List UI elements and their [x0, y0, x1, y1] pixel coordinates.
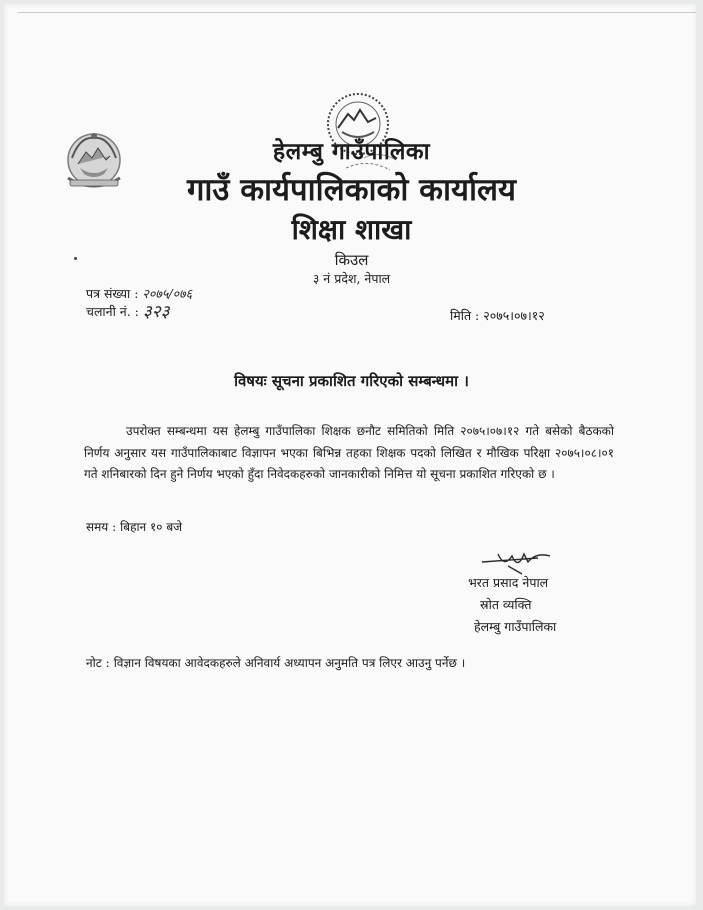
note-text: विज्ञान विषयका आवेदकहरुले अनिवार्य अध्यापन अनुमति पत्र लिएर आउनु पर्नेछ । — [113, 656, 466, 670]
municipality-name: हेलम्बु गाउँपालिका — [272, 138, 431, 165]
branch-title: शिक्षा शाखा — [291, 213, 412, 246]
subject-line: विषयः सूचना प्रकाशित गरिएको सम्बन्धमा । — [234, 372, 469, 390]
office-location: किउल — [334, 251, 369, 269]
notice-body: उपरोक्त सम्बन्धमा यस हेलम्बु गाउँपालिका शिक्षक छनौट समितिको मिति २०७५।०७।१२ गते बसेको बैठकको निर्णय अनुसार यस गाउँपालिकाबाट विज्ञापन भएका बिभिन्न तहका शिक्षक पदको लिखित र मौखिक परिक्षा २०७५।०८।०१ गते शनिबारको दिन हुने निर्णय भएको हुँदा निवेदकहरुको जानकारीको निमित्त यो सूचना प्रकाशित गरिएको छ । — [84, 424, 614, 481]
letter-number-row — [86, 285, 192, 303]
letter-number-value: २०७५/०७६ — [142, 286, 193, 301]
date-label: मिति : — [450, 308, 480, 323]
letter-number-label: पत्र संख्या : — [86, 286, 139, 301]
dispatch-number-value: ३२३ — [142, 302, 170, 322]
signatory-org: हेलम्बु गाउँपालिका — [474, 619, 557, 634]
signatory-block — [468, 572, 556, 638]
note-line — [86, 654, 465, 671]
province-line: ३ नं प्रदेश, नेपाल — [312, 271, 391, 286]
office-title: गाउँ कार्यपालिकाको कार्यालय — [186, 172, 517, 208]
scan-edge-line — [18, 12, 696, 13]
dispatch-number-label: चलानी नं. : — [86, 304, 139, 319]
reference-block — [86, 285, 192, 321]
date-block — [450, 307, 545, 324]
time-label: समय : — [86, 520, 117, 534]
dispatch-number-row — [86, 303, 192, 321]
time-value: बिहान १० बजे — [120, 520, 183, 534]
time-line — [86, 518, 182, 535]
date-value: २०७५।०७।१२ — [483, 308, 545, 323]
signatory-name: भरत प्रसाद नेपाल — [468, 575, 549, 590]
signatory-role: स्रोत व्यक्ति — [480, 597, 532, 612]
note-label: नोट : — [86, 656, 110, 670]
